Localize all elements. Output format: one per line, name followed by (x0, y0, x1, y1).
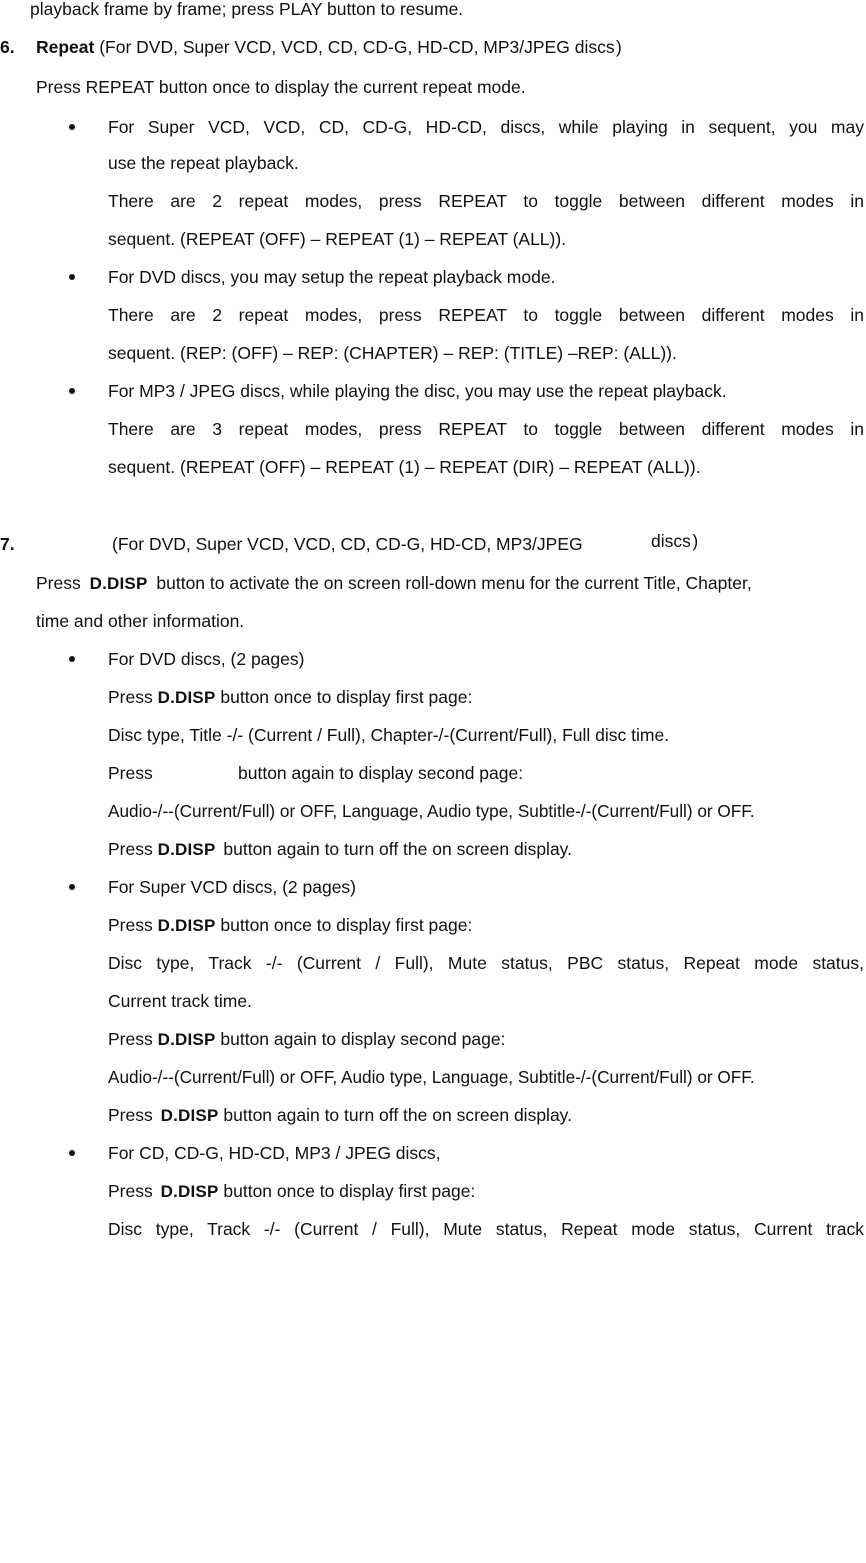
text-line: Disc type, Track -/- (Current / Full), Mute status, Repeat mode status, Current track (108, 1219, 864, 1239)
text-line: There are 3 repeat modes, press REPEAT to toggle between different modes in (108, 419, 864, 439)
text-line: Audio-/--(Current/Full) or OFF, Language, Audio type, Subtitle-/-(Current/Full) or OFF. (108, 801, 755, 821)
text-line: Press REPEAT button once to display the current repeat mode. (36, 77, 526, 97)
text-line: sequent. (REPEAT (OFF) – REPEAT (1) – REPEAT (ALL)). (108, 229, 567, 249)
text-line: For DVD discs, you may setup the repeat playback mode. (108, 267, 556, 287)
ddisp-key-label: D.DISP (157, 916, 216, 935)
text-line (108, 838, 572, 861)
section-number: 7. (0, 534, 15, 554)
text-line: Disc type, Track -/- (Current / Full), Mute status, PBC status, Repeat mode status, (108, 953, 864, 973)
text-line: Disc type, Title -/- (Current / Full), Chapter-/-(Current/Full), Full disc time. (108, 725, 670, 745)
bullet-icon (69, 656, 75, 662)
bullet-icon (69, 274, 75, 280)
text-line: Audio-/--(Current/Full) or OFF, Audio type, Language, Subtitle-/-(Current/Full) or OFF. (108, 1067, 755, 1087)
text-line (36, 572, 752, 595)
text-fragment: button again to display second page: (220, 1029, 506, 1049)
text-fragment: button again to turn off the on screen display. (223, 839, 572, 859)
text-line (108, 1104, 572, 1127)
section-title: Repeat (36, 37, 95, 57)
text-line: For MP3 / JPEG discs, while playing the disc, you may use the repeat playback. (108, 381, 727, 401)
press-word: Press (108, 1105, 153, 1125)
press-word: Press (108, 1181, 153, 1201)
text-line: For Super VCD, VCD, CD, CD-G, HD-CD, discs, while playing in sequent, you may (108, 117, 864, 137)
ddisp-key-label: D.DISP (157, 840, 216, 859)
ddisp-key-label: D.DISP (157, 1030, 216, 1049)
text-fragment: button again to turn off the on screen display. (223, 1105, 572, 1125)
text-fragment: button once to display first page: (223, 1181, 476, 1201)
text-line (108, 1180, 475, 1203)
bullet-icon (69, 388, 75, 394)
ddisp-key-label: D.DISP (160, 1106, 219, 1125)
text-line: playback frame by frame; press PLAY button to resume. (30, 0, 464, 19)
text-line (108, 1028, 505, 1051)
ddisp-key-label: D.DISP (157, 688, 216, 707)
section-scope-end: discs ) (651, 531, 699, 551)
text-line: For DVD discs, (2 pages) (108, 649, 305, 669)
press-word: Press (36, 573, 81, 593)
text-line: Press (108, 763, 153, 783)
bullet-icon (69, 124, 75, 130)
text-line: sequent. (REP: (OFF) – REP: (CHAPTER) – REP: (TITLE) –REP: (ALL)). (108, 343, 677, 363)
press-word: Press (108, 1029, 153, 1049)
ddisp-key-label: D.DISP (89, 574, 148, 593)
press-word: Press (108, 687, 153, 707)
ddisp-key-label: D.DISP (160, 1182, 219, 1201)
text-line: button again to display second page: (238, 763, 524, 783)
text-line: For CD, CD-G, HD-CD, MP3 / JPEG discs, (108, 1143, 441, 1163)
text-line: There are 2 repeat modes, press REPEAT to toggle between different modes in (108, 305, 864, 325)
text-fragment: button to activate the on screen roll-down menu for the current Title, Chapter, (156, 573, 752, 593)
text-line: sequent. (REPEAT (OFF) – REPEAT (1) – REPEAT (DIR) – REPEAT (ALL)). (108, 457, 701, 477)
text-fragment: button once to display first page: (220, 915, 473, 935)
text-line: For Super VCD discs, (2 pages) (108, 877, 357, 897)
press-word: Press (108, 839, 153, 859)
press-word: Press (108, 915, 153, 935)
section-heading (36, 36, 622, 58)
text-line: use the repeat playback. (108, 153, 299, 173)
text-line (108, 914, 472, 937)
text-line (108, 686, 472, 709)
bullet-icon (69, 1150, 75, 1156)
bullet-icon (69, 884, 75, 890)
text-line: time and other information. (36, 611, 245, 631)
section-number: 6. (0, 37, 15, 57)
text-line: Current track time. (108, 991, 252, 1011)
section-scope: (For DVD, Super VCD, VCD, CD, CD-G, HD-CD, MP3/JPEG (112, 534, 583, 554)
text-line: There are 2 repeat modes, press REPEAT to toggle between different modes in (108, 191, 864, 211)
text-fragment: button once to display first page: (220, 687, 473, 707)
section-scope: (For DVD, Super VCD, VCD, CD, CD-G, HD-CD, MP3/JPEG discs ) (99, 37, 622, 57)
